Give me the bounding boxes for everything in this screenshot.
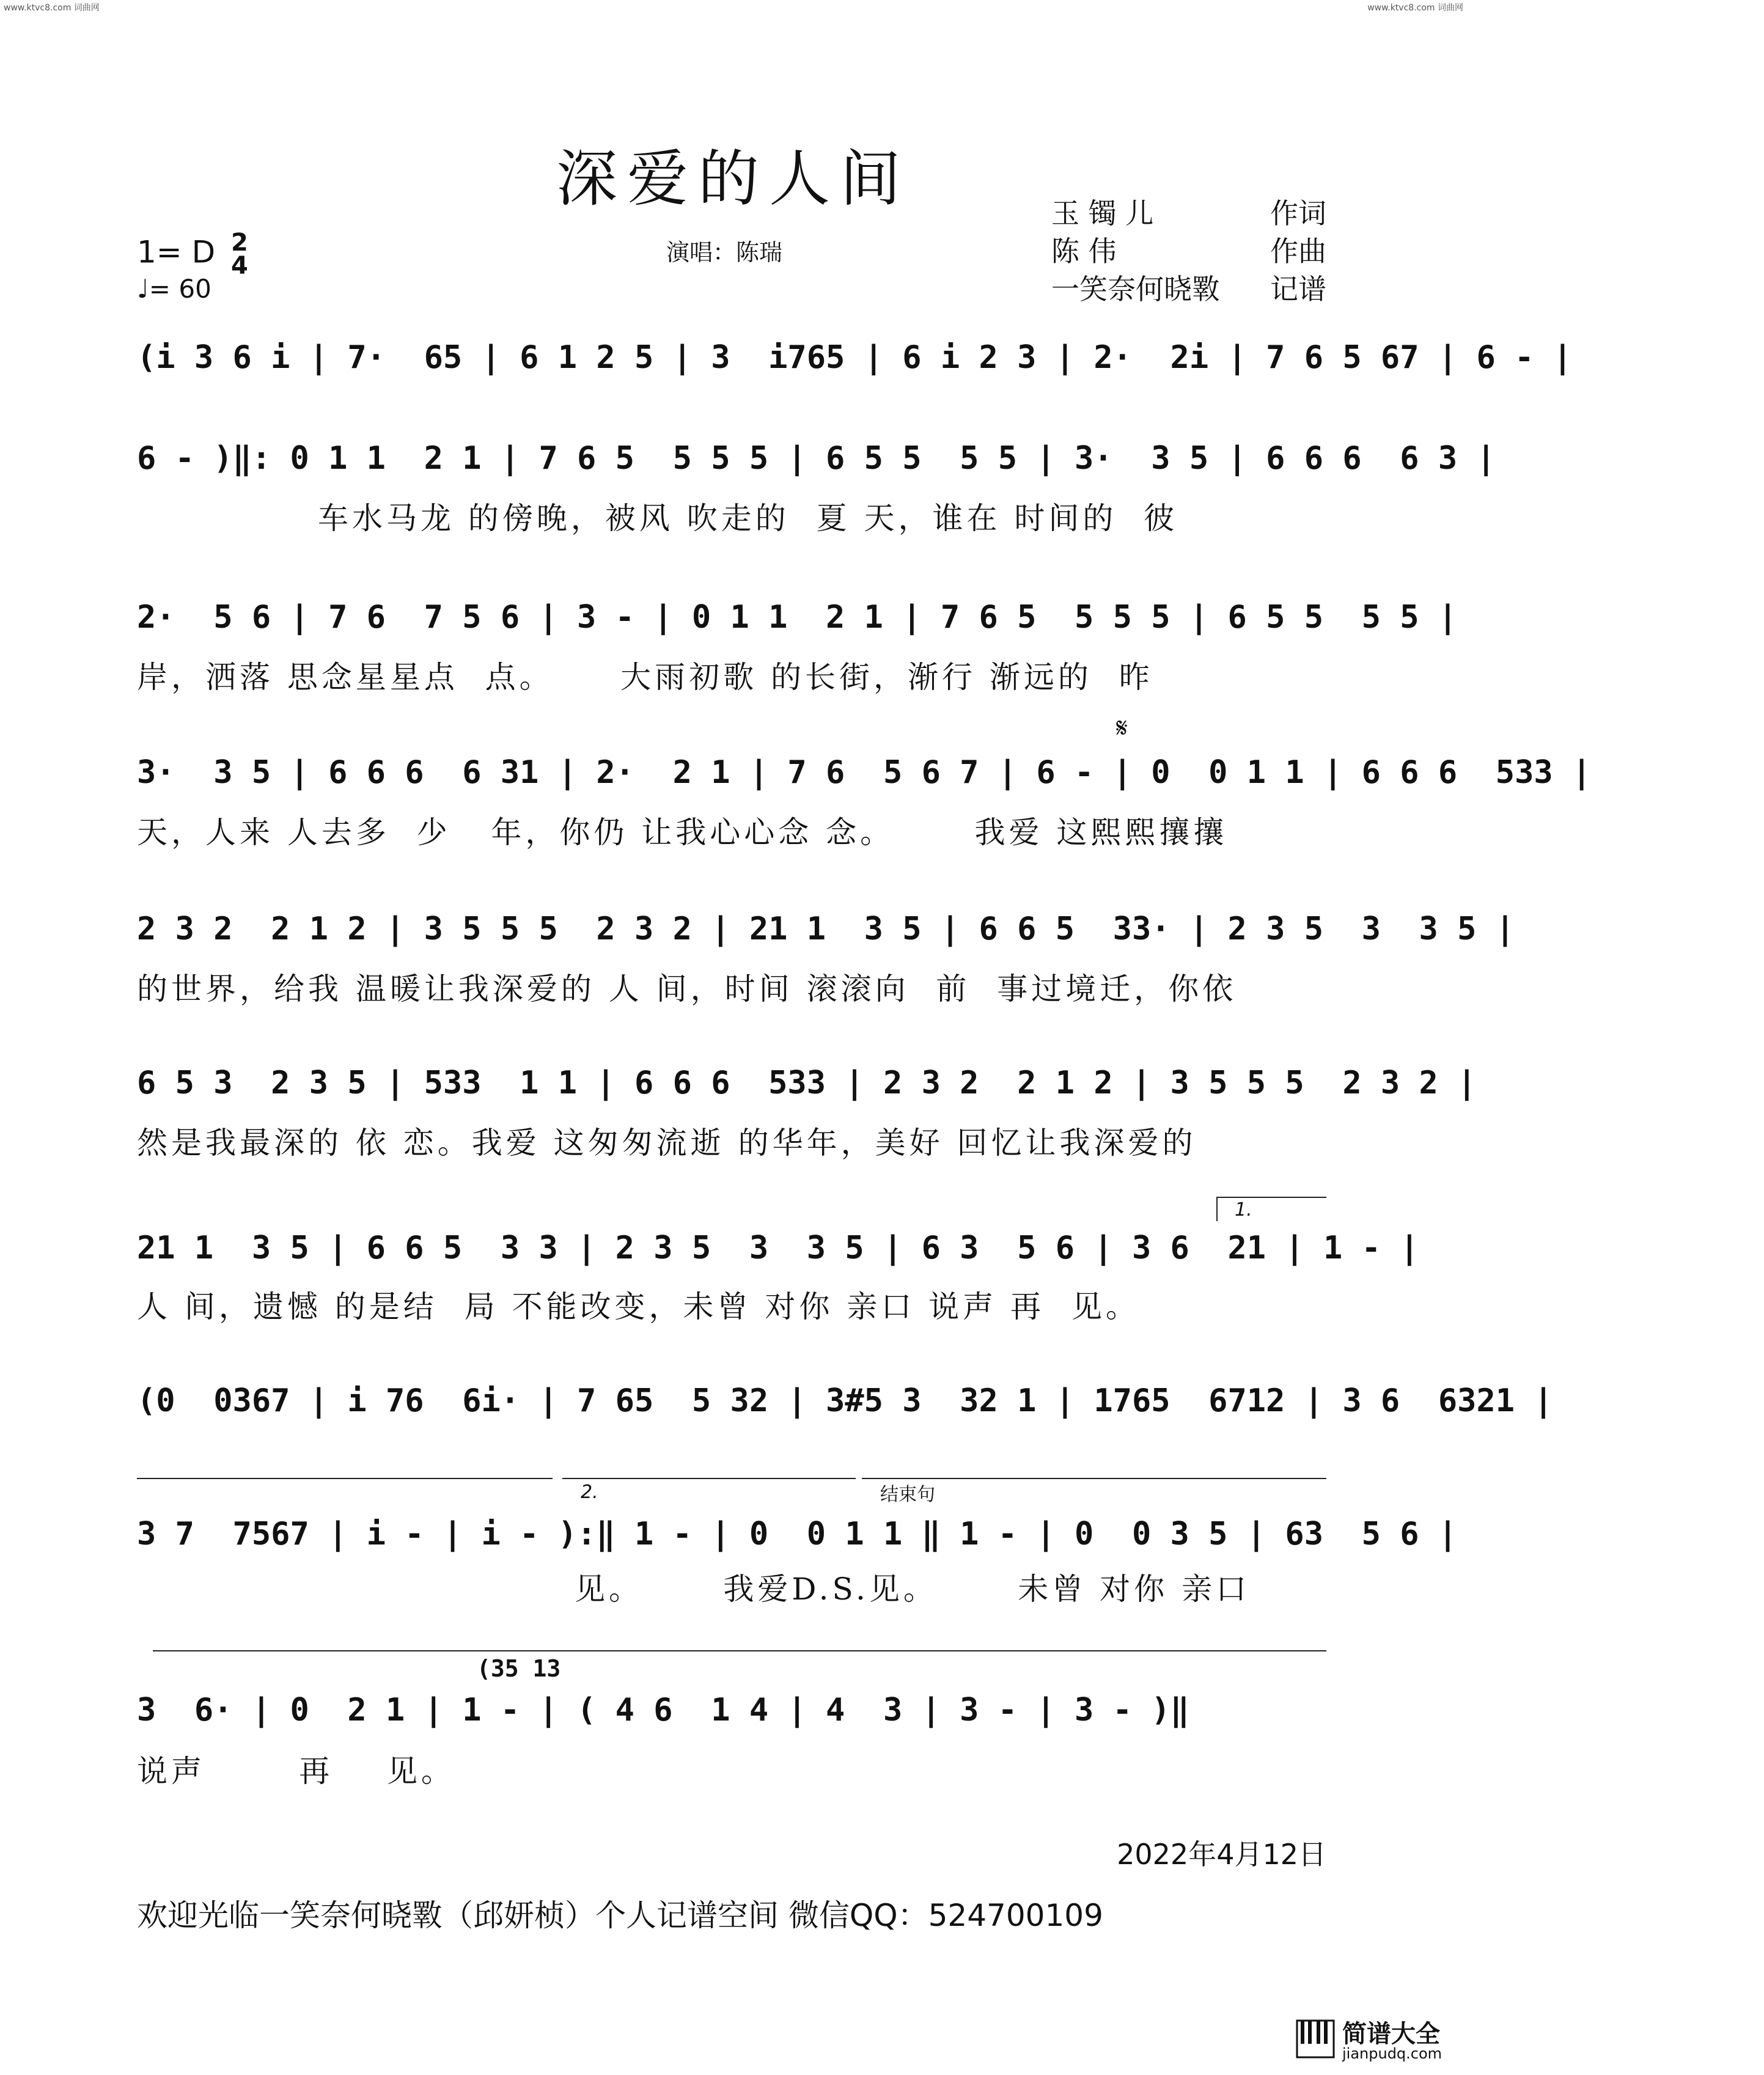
credit-transcriber xyxy=(1051,270,1326,308)
credit-role: 作曲 xyxy=(1270,235,1326,268)
notation-row-3: 2· 5 6 | 7 6 7 5 6 | 3 - | 0 1 1 2 1 | 7 6 5 5 5 5 | 6 5 5 5 5 | xyxy=(137,599,1458,636)
notation-row-9: 3 7 7567 | i - | i - ):‖ 1 - | 0 0 1 1 ‖ 1 - | 0 0 3 5 | 63 5 6 | xyxy=(137,1516,1458,1552)
tempo-marking: ♩= 60 xyxy=(137,274,211,304)
credits xyxy=(1051,194,1326,308)
singer-label: 演唱：陈瑞 xyxy=(666,239,783,266)
volta-1-line xyxy=(1216,1197,1326,1198)
volta-1-hook xyxy=(1216,1197,1218,1221)
footer-text: 欢迎光临一笑奈何晓斁（邱妍桢）个人记谱空间 微信QQ：524700109 xyxy=(137,1898,1103,1933)
logo-url: jianpudq.com xyxy=(1342,2045,1442,2062)
lyric-row-5: 然是我最深的 依 恋。我爱 这匆匆流逝 的华年，美好 回忆让我深爱的 xyxy=(137,1125,1197,1161)
notation-row-7: 21 1 3 5 | 6 6 5 3 3 | 2 3 5 3 3 5 | 6 3 5 6 | 3 6 21 | 1 - | xyxy=(137,1230,1419,1266)
piano-keys-icon xyxy=(1296,2019,1335,2058)
lyric-row-7: 见。 我爱D.S.见。 未曾 对你 亲口 xyxy=(575,1571,1251,1607)
credit-name: 玉 镯 儿 xyxy=(1051,197,1154,230)
key-signature xyxy=(137,229,248,280)
repeat-top-line xyxy=(137,1478,553,1479)
credit-role: 作词 xyxy=(1270,197,1326,230)
notation-row-8: (0 0367 | i 76 6i· | 7 65 5 32 | 3#5 3 32 1 | 1765 6712 | 3 6 6321 | xyxy=(137,1383,1553,1419)
lyric-row-2: 岸，洒落 思念星星点 点。 大雨初歌 的长街，渐行 渐远的 昨 xyxy=(137,659,1153,695)
logo-title: 简谱大全 xyxy=(1342,2020,1440,2048)
ending-label: 结束句 xyxy=(880,1484,935,1505)
time-signature xyxy=(231,229,248,280)
credit-lyricist xyxy=(1051,194,1326,232)
lyric-row-8: 说声 再 见。 xyxy=(137,1754,455,1789)
watermark-right: www.ktvc8.com 词曲网 xyxy=(1367,3,1463,13)
volta-2-label: 2. xyxy=(581,1482,598,1503)
watermark-left: www.ktvc8.com 词曲网 xyxy=(4,3,100,13)
credit-role: 记谱 xyxy=(1270,273,1326,306)
grace-notes: (35 13 xyxy=(477,1655,561,1682)
song-title: 深爱的人间 xyxy=(556,143,911,215)
credit-name: 陈 伟 xyxy=(1051,235,1117,268)
notation-row-1: (i 3 6 i | 7· 65 | 6 1 2 5 | 3 i765 | 6 i 2 3 | 2· 2i | 7 6 5 67 | 6 - | xyxy=(137,339,1572,376)
notation-row-4: 3· 3 5 | 6 6 6 6 31 | 2· 2 1 | 7 6 5 6 7 | 6 - | 0 0 1 1 | 6 6 6 533 | xyxy=(137,754,1592,791)
volta-1-label: 1. xyxy=(1235,1199,1252,1221)
credit-composer xyxy=(1051,232,1326,270)
key-label: 1= D xyxy=(137,234,216,270)
lyric-row-6: 人 间，遗憾 的是结 局 不能改变，未曾 对你 亲口 说声 再 见。 xyxy=(137,1289,1140,1324)
time-top: 2 xyxy=(231,229,248,257)
notation-row-2: 6 - )‖: 0 1 1 2 1 | 7 6 5 5 5 5 | 6 5 5 5 5 | 3· 3 5 | 6 6 6 6 3 | xyxy=(137,440,1496,477)
credit-name: 一笑奈何晓斁 xyxy=(1051,273,1220,306)
segno-icon: 𝄋 xyxy=(1116,713,1128,744)
lyric-row-3: 天，人来 人去多 少 年，你仍 让我心心念 念。 我爱 这熙熙攘攘 xyxy=(137,815,1228,850)
notation-row-5: 2 3 2 2 1 2 | 3 5 5 5 2 3 2 | 21 1 3 5 | 6 6 5 33· | 2 3 5 3 3 5 | xyxy=(137,911,1515,947)
lyric-row-4: 的世界，给我 温暖让我深爱的 人 间，时间 滚滚向 前 事过境迁，你依 xyxy=(137,971,1237,1007)
date-label: 2022年4月12日 xyxy=(1117,1838,1326,1871)
lyric-row-1: 车水马龙 的傍晚，被风 吹走的 夏 天，谁在 时间的 彼 xyxy=(318,501,1178,536)
notation-row-10: 3 6· | 0 2 1 | 1 - | ( 4 6 1 4 | 4 3 | 3 - | 3 - )‖ xyxy=(137,1692,1189,1728)
site-logo[interactable] xyxy=(1296,2011,1449,2066)
final-system-line xyxy=(153,1650,1326,1651)
time-bottom: 4 xyxy=(231,252,248,280)
watermark-bar xyxy=(0,0,1467,13)
volta-2-line xyxy=(562,1478,856,1479)
notation-row-6: 6 5 3 2 3 5 | 533 1 1 | 6 6 6 533 | 2 3 2 2 1 2 | 3 5 5 5 2 3 2 | xyxy=(137,1065,1477,1101)
